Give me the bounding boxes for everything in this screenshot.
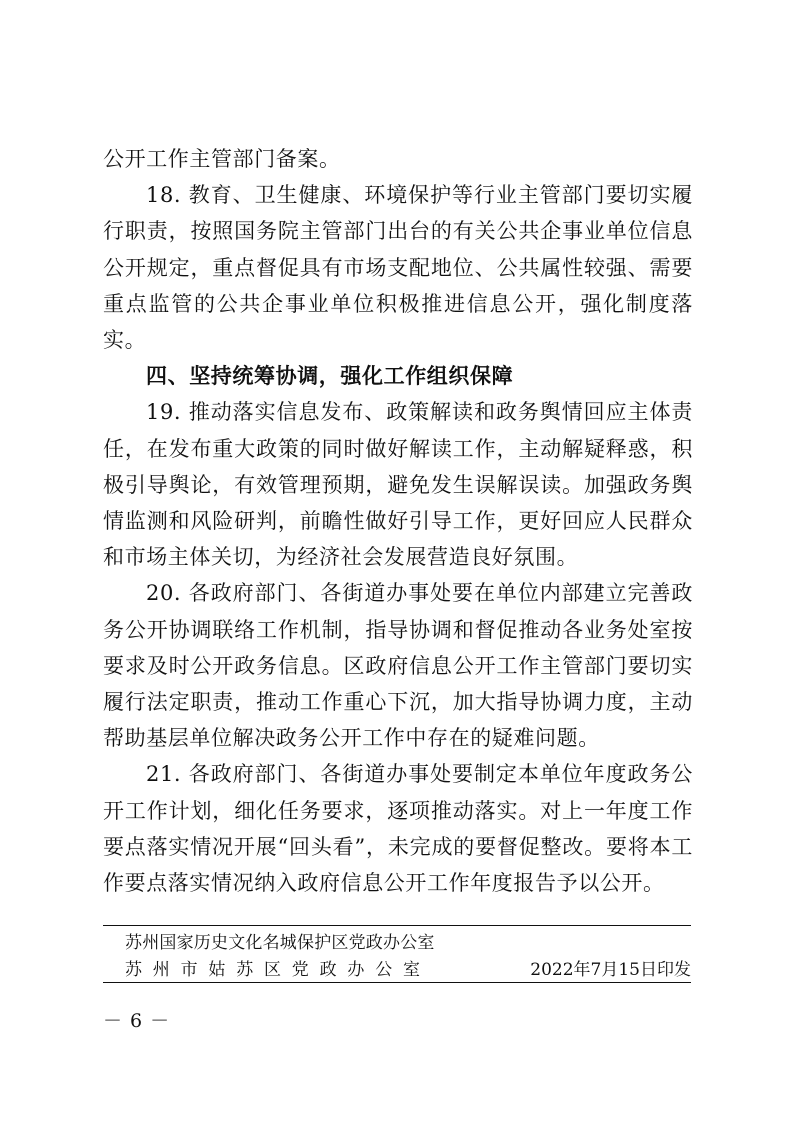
issue-date: 2022年7月15日印发 bbox=[530, 960, 691, 980]
continuation-paragraph: 公开工作主管部门备案。 bbox=[103, 147, 341, 171]
footer-rule-top bbox=[103, 925, 691, 926]
item-20-paragraph: 20. 各政府部门、各街道办事处要在单位内部建立完善政务公开协调联络工作机制，指导协调和督促推动各业务处室按要求及时公开政务信息。区政府信息公开工作主管部门要切实履行法定职责，推动工作重心下沉，加大指导协调力度，主动帮助基层单位解决政务公开工作中存在的疑难问题。 bbox=[103, 581, 693, 751]
section-heading-4: 四、坚持统筹协调，强化工作组织保障 bbox=[146, 364, 514, 389]
footer-rule-bottom bbox=[103, 982, 691, 983]
item-18-paragraph: 18. 教育、卫生健康、环境保护等行业主管部门要切实履行职责，按照国务院主管部门出台的有关公共企事业单位信息公开规定，重点督促具有市场支配地位、公共属性较强、需要重点监管的公共企事业单位积极推进信息公开，强化制度落实。 bbox=[103, 183, 693, 353]
page-number: － 6 － bbox=[103, 1010, 171, 1032]
item-19-paragraph: 19. 推动落实信息发布、政策解读和政务舆情回应主体责任，在发布重大政策的同时做好解读工作，主动解疑释惑，积极引导舆论，有效管理预期，避免发生误解误读。加强政务舆情监测和风险研判，前瞻性做好引导工作，更好回应人民群众和市场主体关切，为经济社会发展营造良好氛围。 bbox=[103, 400, 693, 570]
item-21-paragraph: 21. 各政府部门、各街道办事处要制定本单位年度政务公开工作计划，细化任务要求，逐项推动落实。对上一年度工作要点落实情况开展“回头看”，未完成的要督促整改。要将本工作要点落实情况纳入政府信息公开工作年度报告予以公开。 bbox=[103, 762, 693, 896]
issuer-line-2: 苏州市姑苏区党政办公室 bbox=[125, 960, 431, 980]
document-body bbox=[103, 141, 693, 901]
issuer-line-1: 苏州国家历史文化名城保护区党政办公室 bbox=[125, 933, 435, 953]
